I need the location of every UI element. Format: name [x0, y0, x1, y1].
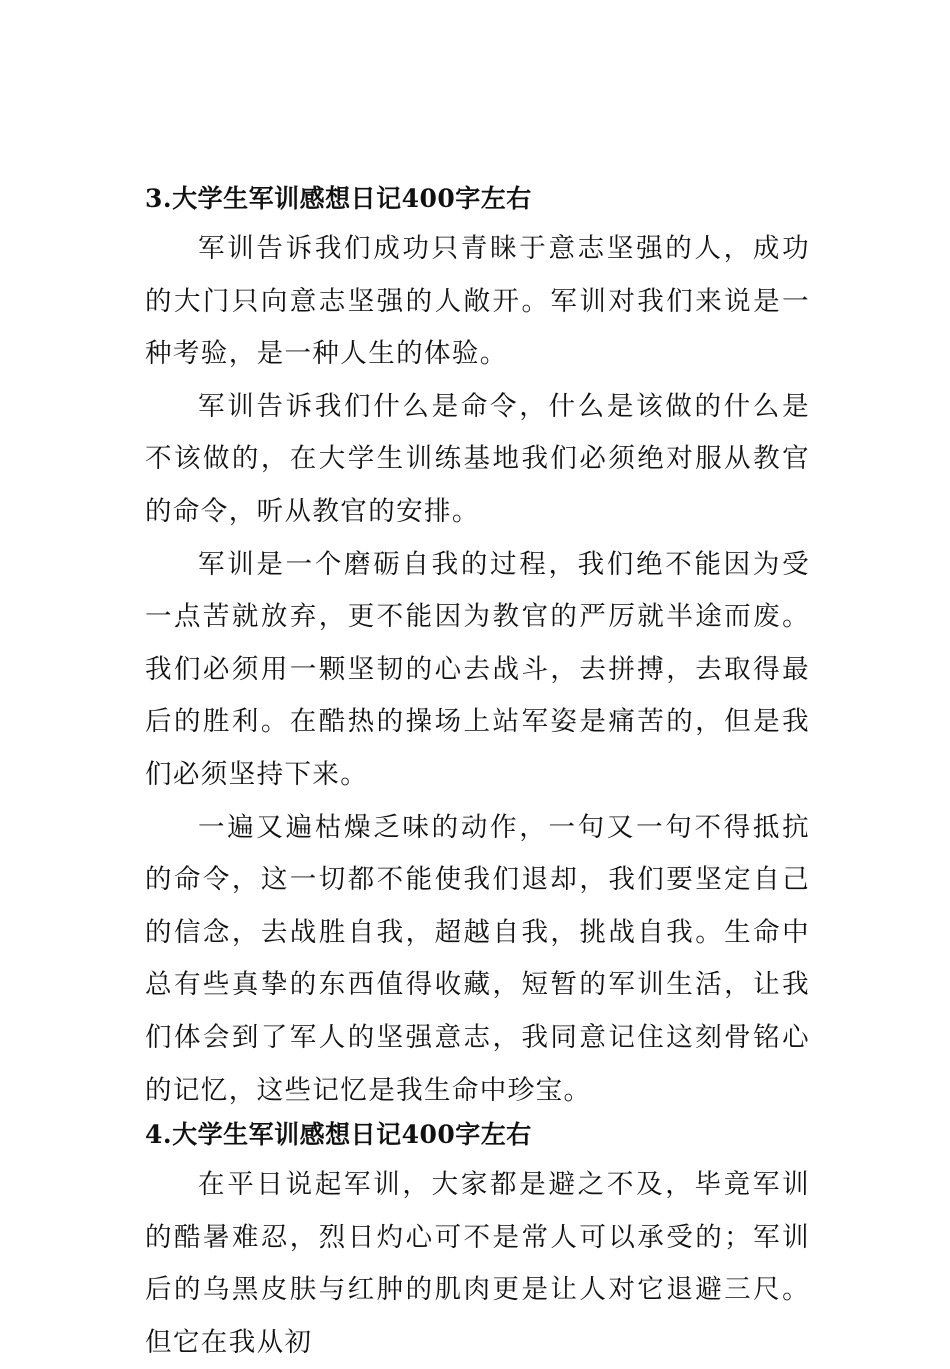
paragraph: 军训告诉我们成功只青睐于意志坚强的人，成功的大门只向意志坚强的人敞开。军训对我们来说是一种考验，是一种人生的体验。: [145, 233, 810, 370]
section-4: [145, 1117, 810, 1369]
paragraph: 一遍又遍枯燥乏味的动作，一句又一句不得抵抗的命令，这一切都不能使我们退却，我们要坚定自己的信念，去战胜自我，超越自我，挑战自我。生命中总有些真挚的东西值得收藏，短暂的军训生活，让我们体会到了军人的坚强意志，我同意记住这刻骨铭心的记忆，这些记忆是我生命中珍宝。: [145, 811, 810, 1106]
paragraph: 在平日说起军训，大家都是避之不及，毕竟军训的酷暑难忍，烈日灼心可不是常人可以承受的；军训后的乌黑皮肤与红肿的肌肉更是让人对它退避三尺。但它在我从初: [145, 1169, 810, 1358]
section-heading: 4.大学生军训感想日记400字左右: [145, 1120, 532, 1150]
paragraph: 军训是一个磨砺自我的过程，我们绝不能因为受一点苦就放弃，更不能因为教官的严厉就半途而废。我们必须用一颗坚韧的心去战斗，去拼搏，去取得最后的胜利。在酷热的操场上站军姿是痛苦的，但是我们必须坚持下来。: [145, 548, 810, 790]
section-3: [145, 181, 810, 1117]
document-page: [145, 181, 810, 1369]
paragraph: 军训告诉我们什么是命令，什么是该做的什么是不该做的，在大学生训练基地我们必须绝对服从教官的命令，听从教官的安排。: [145, 390, 810, 527]
section-heading: 3.大学生军训感想日记400字左右: [145, 184, 532, 213]
